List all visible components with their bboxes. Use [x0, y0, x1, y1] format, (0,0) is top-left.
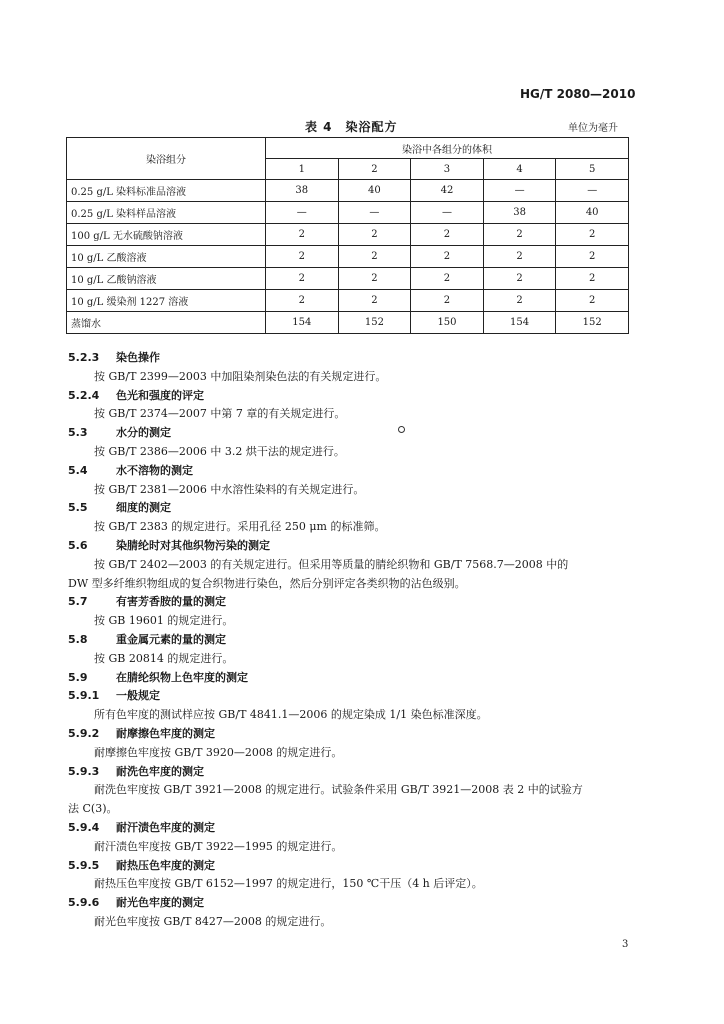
value-cell: 154: [483, 312, 556, 334]
section-number: 5.6: [68, 538, 88, 552]
table-row: [67, 268, 629, 290]
value-cell: 152: [556, 312, 629, 334]
section-heading: [68, 462, 638, 481]
section-text: 按 GB/T 2383 的规定进行。采用孔径 250 μm 的标准筛。: [94, 520, 386, 534]
table-row: [67, 312, 629, 334]
value-cell: —: [411, 202, 484, 224]
value-cell: 2: [411, 290, 484, 312]
component-cell: 0.25 g/L 染料标准品溶液: [67, 180, 266, 202]
value-cell: 2: [556, 224, 629, 246]
section-heading: [68, 894, 638, 913]
value-cell: 2: [483, 224, 556, 246]
column-number: 1: [266, 159, 339, 180]
section-text-continued: 法 C(3)。: [68, 802, 118, 816]
table-row: [67, 180, 629, 202]
value-cell: 150: [411, 312, 484, 334]
section-text: 按 GB 20814 的规定进行。: [94, 651, 234, 665]
column-header-group: 染浴中各组分的体积: [266, 138, 629, 159]
page-number: 3: [622, 939, 629, 950]
section-text: 所有色牢度的测试样应按 GB/T 4841.1—2006 的规定染成 1/1 染色标准深度。: [94, 708, 488, 722]
value-cell: 2: [338, 246, 411, 268]
section-heading: [68, 593, 638, 612]
value-cell: 2: [266, 246, 339, 268]
section-number: 5.2.3: [68, 351, 100, 364]
value-cell: 38: [483, 202, 556, 224]
section-text: 耐光色牢度按 GB/T 8427—2008 的规定进行。: [94, 914, 332, 928]
unit-note: 单位为毫升: [568, 123, 618, 134]
section-text: 按 GB/T 2374—2007 中第 7 章的有关规定进行。: [94, 407, 346, 421]
section-title: 染腈纶时对其他织物污染的测定: [116, 538, 270, 552]
value-cell: 2: [556, 290, 629, 312]
section-number: 5.9.2: [68, 726, 100, 740]
section-heading: [68, 687, 638, 706]
section-title: 耐洗色牢度的测定: [116, 764, 204, 778]
section-title: 耐汗渍色牢度的测定: [116, 820, 215, 834]
section-title: 耐光色牢度的测定: [116, 896, 204, 910]
table-row: [67, 246, 629, 268]
component-cell: 10 g/L 乙酸溶液: [67, 246, 266, 268]
section-title: 水不溶物的测定: [116, 463, 193, 477]
section-title: 耐热压色牢度的测定: [116, 858, 215, 872]
section-text: 耐汗渍色牢度按 GB/T 3922—1995 的规定进行。: [94, 839, 343, 853]
section-text: 耐热压色牢度按 GB/T 6152—1997 的规定进行，150 ℃干压（4 h 后评定）。: [94, 877, 483, 891]
section-text: 按 GB/T 2386—2006 中 3.2 烘干法的规定进行。: [94, 444, 345, 458]
section-number: 5.3: [68, 426, 88, 440]
standard-code: HG/T 2080—2010: [520, 87, 636, 101]
section-number: 5.9.3: [68, 764, 100, 778]
table-row: [67, 202, 629, 224]
value-cell: 2: [411, 246, 484, 268]
section-number: 5.9.5: [68, 858, 100, 872]
section-heading: [68, 631, 638, 650]
value-cell: 38: [266, 180, 339, 202]
section-title: 细度的测定: [116, 501, 171, 515]
component-cell: 10 g/L 缓染剂 1227 溶液: [67, 290, 266, 312]
column-number: 4: [483, 159, 556, 180]
section-number: 5.4: [68, 463, 88, 477]
section-heading: [68, 537, 638, 556]
value-cell: 2: [556, 268, 629, 290]
value-cell: —: [266, 202, 339, 224]
section-number: 5.8: [68, 632, 88, 646]
table-title: 表 4 染浴配方: [305, 120, 398, 134]
value-cell: —: [338, 202, 411, 224]
table-row: [67, 290, 629, 312]
section-title: 有害芳香胺的量的测定: [116, 595, 226, 609]
section-number: 5.9.4: [68, 820, 100, 834]
value-cell: 2: [411, 224, 484, 246]
value-cell: 2: [266, 224, 339, 246]
dye-bath-recipe-table: [66, 137, 629, 334]
value-cell: 2: [411, 268, 484, 290]
section-title: 重金属元素的量的测定: [116, 632, 226, 646]
value-cell: 2: [338, 290, 411, 312]
section-number: 5.5: [68, 501, 88, 515]
value-cell: 2: [338, 224, 411, 246]
section-heading: [68, 669, 638, 688]
column-number: 2: [338, 159, 411, 180]
value-cell: 154: [266, 312, 339, 334]
section-text: 耐摩擦色牢度按 GB/T 3920—2008 的规定进行。: [94, 745, 343, 759]
value-cell: 42: [411, 180, 484, 202]
table-row: [67, 224, 629, 246]
section-title: 一般规定: [116, 689, 160, 703]
section-number: 5.9.6: [68, 896, 100, 910]
value-cell: 2: [266, 268, 339, 290]
section-heading: [68, 424, 638, 443]
value-cell: 152: [338, 312, 411, 334]
value-cell: 40: [338, 180, 411, 202]
value-cell: 2: [483, 290, 556, 312]
document-body: [68, 349, 638, 932]
section-text-continued: DW 型多纤维织物组成的复合织物进行染色，然后分别评定各类织物的沾色级别。: [68, 576, 466, 590]
value-cell: 2: [556, 246, 629, 268]
value-cell: —: [556, 180, 629, 202]
section-text: 耐洗色牢度按 GB/T 3921—2008 的规定进行。试验条件采用 GB/T 3921—2008 表 2 中的试验方: [94, 783, 583, 797]
component-cell: 10 g/L 乙酸钠溶液: [67, 268, 266, 290]
value-cell: —: [483, 180, 556, 202]
section-heading: [68, 387, 638, 406]
section-title: 在腈纶织物上色牢度的测定: [116, 670, 248, 684]
value-cell: 2: [266, 290, 339, 312]
section-title: 染色操作: [116, 351, 160, 364]
component-cell: 100 g/L 无水硫酸钠溶液: [67, 224, 266, 246]
section-text: 按 GB 19601 的规定进行。: [94, 614, 234, 628]
section-text: 按 GB/T 2402—2003 的有关规定进行。但采用等质量的腈纶织物和 GB/T 7568.7—2008 中的: [94, 557, 569, 571]
section-heading: [68, 499, 638, 518]
component-cell: 蒸馏水: [67, 312, 266, 334]
value-cell: 2: [483, 246, 556, 268]
section-heading: [68, 763, 638, 782]
section-title: 色光和强度的评定: [116, 388, 204, 402]
table-body: [67, 180, 629, 334]
section-heading: [68, 819, 638, 838]
section-text: 按 GB/T 2399—2003 中加阻染剂染色法的有关规定进行。: [94, 369, 387, 383]
section-heading: [68, 725, 638, 744]
value-cell: 2: [338, 268, 411, 290]
section-number: 5.9.1: [68, 689, 100, 703]
section-heading: [68, 349, 638, 368]
column-number: 3: [411, 159, 484, 180]
section-title: 水分的测定: [116, 426, 171, 440]
section-text: 按 GB/T 2381—2006 中水溶性染料的有关规定进行。: [94, 482, 365, 496]
value-cell: 40: [556, 202, 629, 224]
section-number: 5.2.4: [68, 388, 100, 402]
component-cell: 0.25 g/L 染料样品溶液: [67, 202, 266, 224]
section-number: 5.7: [68, 595, 88, 609]
value-cell: 2: [483, 268, 556, 290]
column-number: 5: [556, 159, 629, 180]
section-heading: [68, 857, 638, 876]
section-number: 5.9: [68, 670, 88, 684]
column-header-component: 染浴组分: [67, 138, 266, 180]
section-title: 耐摩擦色牢度的测定: [116, 726, 215, 740]
